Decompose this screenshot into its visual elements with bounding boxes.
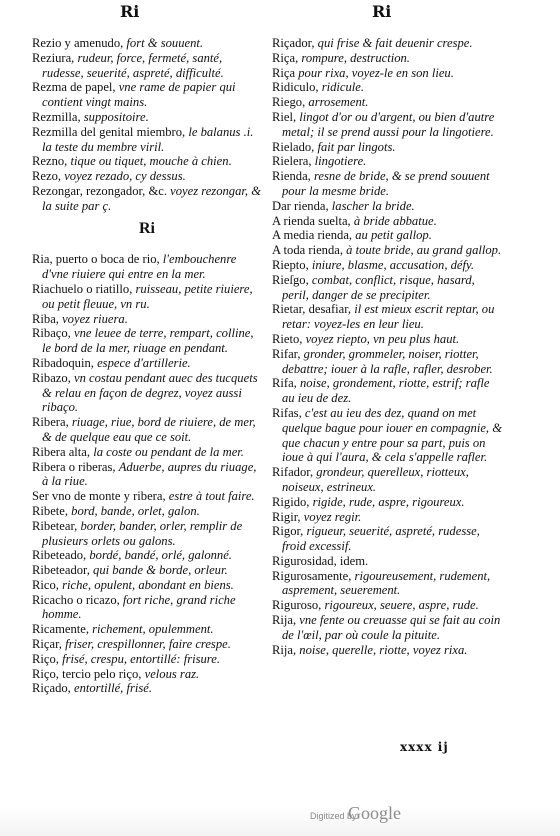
definition: gronder, grommeler, noiser, riotter, debattre; iouer à la rafle, rafler, desrober. — [282, 346, 493, 376]
dictionary-entry — [32, 154, 262, 169]
headword: Rija, — [272, 613, 300, 628]
definition: rudeur, force, fermeté, santé, rudesse, seuerité, aspreté, difficulté. — [42, 50, 224, 80]
dictionary-entry — [272, 598, 502, 613]
dictionary-entry — [32, 460, 262, 490]
headword: Riego, — [272, 95, 309, 110]
headword: Ribetear, — [32, 518, 81, 533]
dictionary-entry — [272, 302, 502, 332]
definition: riche, opulent, abondant en biens. — [62, 577, 234, 592]
headword: Riça — [272, 65, 299, 80]
headword: Rezmilla, — [32, 109, 84, 124]
headword: Riel, — [272, 109, 300, 124]
dictionary-entry — [32, 652, 262, 667]
dictionary-entry — [272, 569, 502, 599]
dictionary-entry — [272, 524, 502, 554]
headword: Rigurosamente, — [272, 568, 355, 583]
definition: riuage, riue, bord de riuiere, de mer, & de quelque eau que ce soit. — [42, 415, 256, 444]
headword: Rieſgo, — [272, 272, 312, 287]
definition: estre à tout faire. — [168, 489, 255, 504]
dictionary-entry — [272, 228, 502, 243]
dictionary-entry — [272, 406, 502, 465]
headword: Rezongar, rezongador, &c. — [32, 183, 171, 198]
definition: richement, opulemment. — [92, 622, 214, 637]
definition: lingotiere. — [314, 154, 367, 169]
dictionary-entry — [272, 643, 502, 658]
dictionary-entry — [272, 554, 502, 569]
definition: iniure, blasme, accusation, défy. — [311, 257, 475, 272]
dictionary-entry — [32, 371, 262, 415]
headword: Riça, — [272, 50, 302, 65]
headword: Rezio y amenudo, — [32, 36, 124, 50]
definition: vne rame de papier qui contient vingt mains. — [42, 80, 236, 110]
definition: le balanus .i. la teste du membre viril. — [42, 124, 254, 154]
definition: velous raz. — [144, 666, 200, 681]
definition: suppositoire. — [83, 109, 149, 124]
headword: Rifar, — [272, 346, 304, 361]
headword: Riguroso, — [272, 598, 325, 613]
definition: voyez rezongar, & la suite par ç. — [42, 183, 261, 213]
dictionary-entry — [272, 243, 502, 258]
footer-bar — [0, 806, 560, 836]
right-column — [272, 36, 502, 657]
definition: arrosement. — [308, 95, 369, 110]
headword: Ribadoquin, — [32, 355, 98, 370]
dictionary-entry — [32, 578, 262, 593]
dictionary-entry — [32, 548, 262, 563]
headword: Rezmilla del genital miembro, — [32, 124, 189, 139]
definition: lascher la bride. — [331, 198, 415, 213]
definition: combat, conflict, risque, hasard, peril, danger de se precipiter. — [282, 272, 475, 302]
dictionary-entry — [32, 445, 262, 460]
dictionary-entry — [272, 199, 502, 214]
headword: Riçador, — [272, 36, 318, 50]
dictionary-entry — [32, 667, 262, 682]
headword: Rielera, — [272, 154, 315, 169]
definition: noise, grondement, riotte, estrif; rafle au ieu de dez. — [282, 376, 490, 406]
headword: Dar rienda, — [272, 198, 332, 213]
dictionary-entry — [32, 681, 262, 696]
headword: Ridiculo, — [272, 80, 322, 95]
definition: fort riche, grand riche homme. — [42, 592, 236, 622]
definition: rigide, rude, aspre, rigoureux. — [312, 494, 465, 509]
headword: Ricamente, — [32, 622, 93, 637]
headword: Rifador, — [272, 465, 317, 480]
definition: frisé, crespu, entortillé: frisure. — [62, 651, 220, 666]
definition: bord, bande, orlet, galon. — [71, 503, 200, 518]
headword: Riepto, — [272, 257, 312, 272]
definition: c'est au ieu des dez, quand on met quelque bague pour iouer en compagnie, & que chacun y entre pour sa part, puis on ioue à qui l'aura, & cela s'appelle rafler. — [282, 405, 502, 465]
definition: fait par lingots. — [317, 139, 396, 154]
headword: Rigor, — [272, 524, 307, 539]
dictionary-entry — [32, 110, 262, 125]
definition: grondeur, querelleux, riotteux, noiseux, estrineux. — [282, 465, 469, 494]
headword: Rielado, — [272, 139, 318, 154]
definition: friser, crespillonner, faire crespe. — [65, 637, 231, 652]
headword: Rezma de papel, — [32, 80, 119, 95]
dictionary-entry — [32, 563, 262, 578]
headword: Ribera o riberas, — [32, 459, 119, 474]
definition: border, bander, orler, remplir de plusieurs orlets ou galons. — [42, 518, 243, 548]
definition: à toute bride, au grand gallop. — [346, 243, 502, 258]
definition: qui frise & fait deuenir crespe. — [317, 36, 473, 50]
definition: qui bande & borde, orleur. — [93, 563, 228, 578]
headword: Ribazo, — [32, 370, 74, 385]
definition: rigoureux, seuere, aspre, rude. — [324, 598, 479, 613]
definition: resne de bride, & se prend souuent pour la mesme bride. — [282, 169, 490, 198]
definition: vne leuee de terre, rempart, colline, le bord de la mer, riuage en pendant. — [42, 326, 254, 356]
dictionary-entry — [32, 504, 262, 519]
definition: au petit gallop. — [355, 228, 432, 243]
headword: Rigurosidad, idem. — [272, 553, 369, 568]
dictionary-entry — [272, 613, 502, 643]
dictionary-entry — [272, 495, 502, 510]
headword: Riço, tercio pelo riço, — [32, 666, 145, 681]
dictionary-entry — [272, 95, 502, 110]
headword: A toda rienda, — [272, 243, 347, 258]
dictionary-entry — [32, 125, 262, 155]
dictionary-entry — [272, 36, 502, 51]
definition: bordé, bandé, orlé, galonné. — [89, 548, 232, 563]
definition: fort & souuent. — [123, 36, 204, 50]
headword: Rija, — [272, 642, 300, 657]
dictionary-entry — [32, 593, 262, 623]
dictionary-entry — [272, 376, 502, 406]
dictionary-entry — [32, 51, 262, 81]
definition: vn costau pendant auec des tucquets & relau en façon de degrez, voyez aussi ribaço. — [42, 370, 258, 415]
definition: il est mieux escrit reptar, ou retar: voyez-les en leur lieu. — [282, 302, 495, 332]
definition: voyez regir. — [303, 509, 362, 524]
definition: la coste ou pendant de la mer. — [93, 444, 244, 459]
definition: vne fente ou creuasse qui se fait au coin de l'œil, par où coule la pituite. — [282, 613, 501, 642]
headword: Rico, — [32, 577, 63, 592]
headword: Riçado, — [32, 681, 74, 696]
headword: A rienda suelta, — [272, 213, 354, 228]
dictionary-entry — [32, 356, 262, 371]
dictionary-entry — [32, 326, 262, 356]
headword: Rietar, desafiar, — [272, 302, 355, 317]
dictionary-entry — [272, 80, 502, 95]
dictionary-entry — [32, 489, 262, 504]
definition: noise, querelle, riotte, voyez rixa. — [299, 642, 468, 657]
headword: Ribete, — [32, 503, 72, 518]
signature-mark: xxxx ij — [400, 740, 449, 754]
dictionary-entry — [32, 415, 262, 445]
definition: rompure, destruction. — [301, 50, 410, 65]
definition: voyez riuera. — [62, 311, 128, 326]
dictionary-entry — [272, 154, 502, 169]
definition: à bride abbatue. — [353, 213, 437, 228]
definition: pour rixa, voyez-le en son lieu. — [298, 65, 454, 80]
running-head-right: Ri — [372, 2, 392, 21]
dictionary-entry — [272, 465, 502, 495]
dictionary-entry — [272, 66, 502, 81]
headword: Ribaço, — [32, 326, 74, 341]
dictionary-entry — [32, 169, 262, 184]
definition: ridicule. — [321, 80, 365, 95]
definition: l'embouchenre d'vne riuiere qui entre en la mer. — [42, 252, 237, 282]
left-column — [32, 36, 262, 696]
headword: Ricacho o ricazo, — [32, 592, 123, 607]
definition: entortillé, frisé. — [73, 681, 152, 696]
dictionary-entry — [32, 252, 262, 282]
dictionary-entry — [272, 332, 502, 347]
headword: A media rienda, — [272, 228, 356, 243]
headword: Rigir, — [272, 509, 304, 524]
headword: Reziura, — [32, 50, 78, 65]
dictionary-entry — [272, 140, 502, 155]
google-logo: Google — [348, 803, 401, 823]
headword: Rieto, — [272, 331, 306, 346]
headword: Rigido, — [272, 494, 313, 509]
dictionary-entry — [32, 36, 262, 51]
headword: Ribera alta, — [32, 444, 94, 459]
dictionary-entry — [32, 184, 262, 214]
headword: Ribeteado, — [32, 548, 90, 563]
dictionary-entry — [32, 622, 262, 637]
dictionary-entry — [32, 519, 262, 549]
dictionary-entry — [272, 510, 502, 525]
running-head-left: Ri — [120, 2, 140, 21]
headword: Rifa, — [272, 376, 300, 391]
headword: Rifas, — [272, 405, 305, 420]
dictionary-entry — [32, 637, 262, 652]
headword: Riçar, — [32, 637, 66, 652]
dictionary-entry — [272, 214, 502, 229]
dictionary-entry — [272, 169, 502, 199]
dictionary-entry — [32, 80, 262, 110]
dictionary-entry — [272, 347, 502, 377]
headword: Rezno, — [32, 154, 71, 169]
digitized-label: Digitized by — [310, 811, 357, 821]
definition: Aduerbe, aupres du riuage, à la riue. — [42, 459, 257, 489]
definition: voyez rezado, cy dessus. — [64, 169, 186, 184]
dictionary-entry — [272, 273, 502, 303]
headword: Riachuelo o riatillo, — [32, 281, 136, 296]
headword: Rienda, — [272, 169, 314, 184]
headword: Ribeteador, — [32, 563, 94, 578]
headword: Riço, — [32, 651, 63, 666]
definition: rigoureusement, rudement, asprement, seuerement. — [282, 568, 491, 598]
dictionary-entry — [272, 110, 502, 140]
headword: Ser vno de monte y ribera, — [32, 489, 169, 504]
definition: espece d'artillerie. — [97, 355, 191, 370]
dictionary-entry — [32, 312, 262, 327]
definition: ruisseau, petite riuiere, ou petit fleuue, vn ru. — [42, 281, 253, 311]
dictionary-entry — [272, 258, 502, 273]
headword: Ribera, — [32, 415, 72, 430]
headword: Ria, puerto o boca de rio, — [32, 252, 163, 267]
definition: lingot d'or ou d'argent, ou bien d'autre metal; il se prend aussi pour la lingotiere. — [282, 109, 495, 139]
dictionary-entry — [32, 282, 262, 312]
definition: voyez riepto, vn peu plus haut. — [305, 331, 460, 346]
dictionary-entry — [272, 51, 502, 66]
headword: Rezo, — [32, 169, 65, 184]
definition: tique ou tiquet, mouche à chien. — [70, 154, 232, 169]
headword: Riba, — [32, 311, 63, 326]
section-heading: Ri — [139, 219, 155, 237]
definition: rigueur, seuerité, aspreté, rudesse, froid excessif. — [282, 524, 480, 554]
